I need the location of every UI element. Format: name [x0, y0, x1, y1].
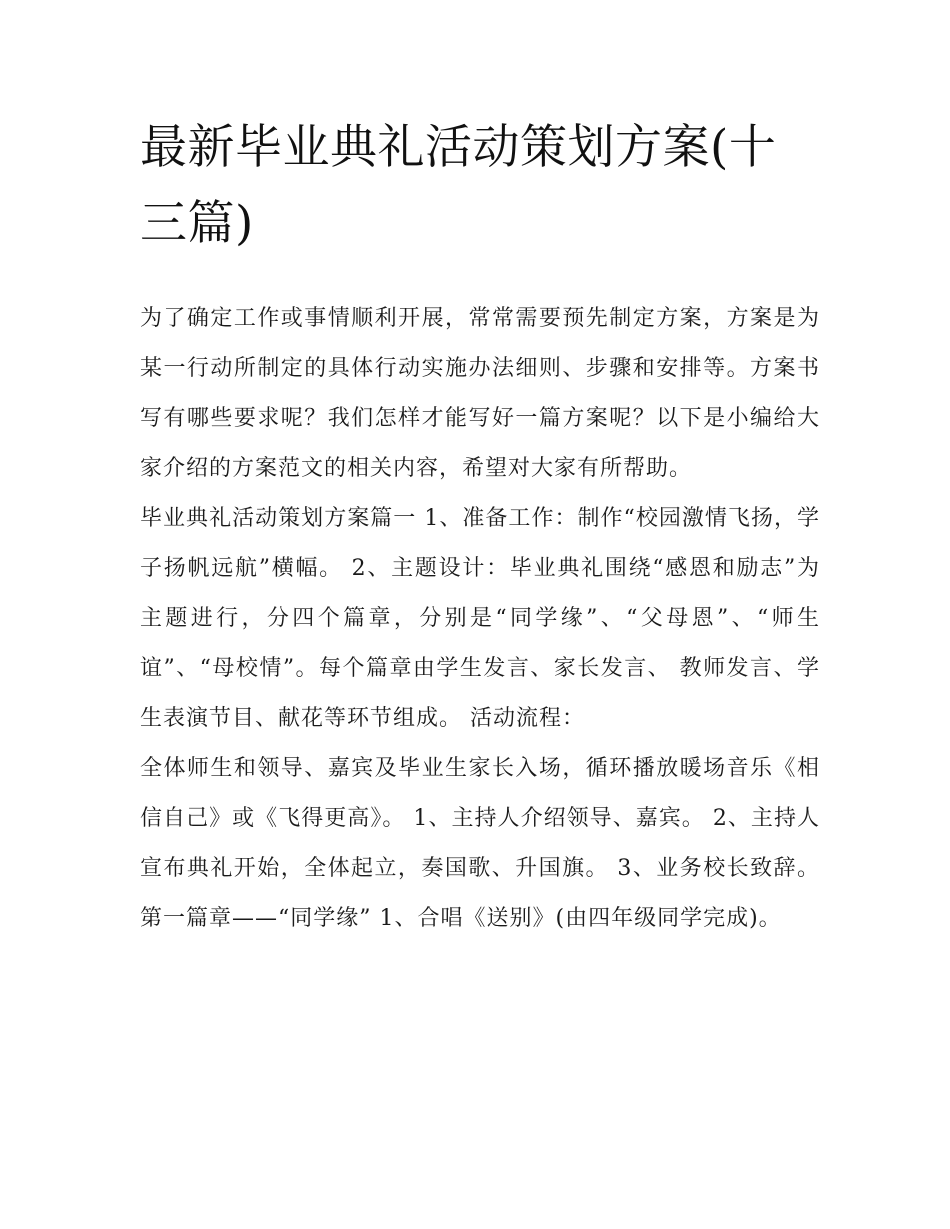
section-one-paragraph: 毕业典礼活动策划方案篇一 1、准备工作：制作“校园激情飞扬，学子扬帆远航”横幅。 2、主题设计：毕业典礼围绕“感恩和励志”为主题进行，分四个篇章，分别是“同学缘”、“父母恩”、“师生谊”、“母校情”。每个篇章由学生发言、家长发言、 教师发言、学生表演节目、献花等环节组成。 活动流程：: [140, 506, 820, 731]
document-body: [140, 294, 820, 944]
document-title: 最新毕业典礼活动策划方案(十三篇): [140, 120, 777, 251]
document-page: [140, 110, 820, 944]
activity-flow-paragraph: 全体师生和领导、嘉宾及毕业生家长入场，循环播放暖场音乐《相信自己》或《飞得更高》。 1、主持人介绍领导、嘉宾。 2、主持人宣布典礼开始，全体起立，奏国歌、升国旗。 3、业务校长致辞。 第一篇章——“同学缘” 1、合唱《送别》(由四年级同学完成)。: [140, 756, 820, 931]
intro-paragraph: 为了确定工作或事情顺利开展，常常需要预先制定方案，方案是为某一行动所制定的具体行动实施办法细则、步骤和安排等。方案书写有哪些要求呢？我们怎样才能写好一篇方案呢？以下是小编给大家介绍的方案范文的相关内容，希望对大家有所帮助。: [140, 306, 820, 481]
